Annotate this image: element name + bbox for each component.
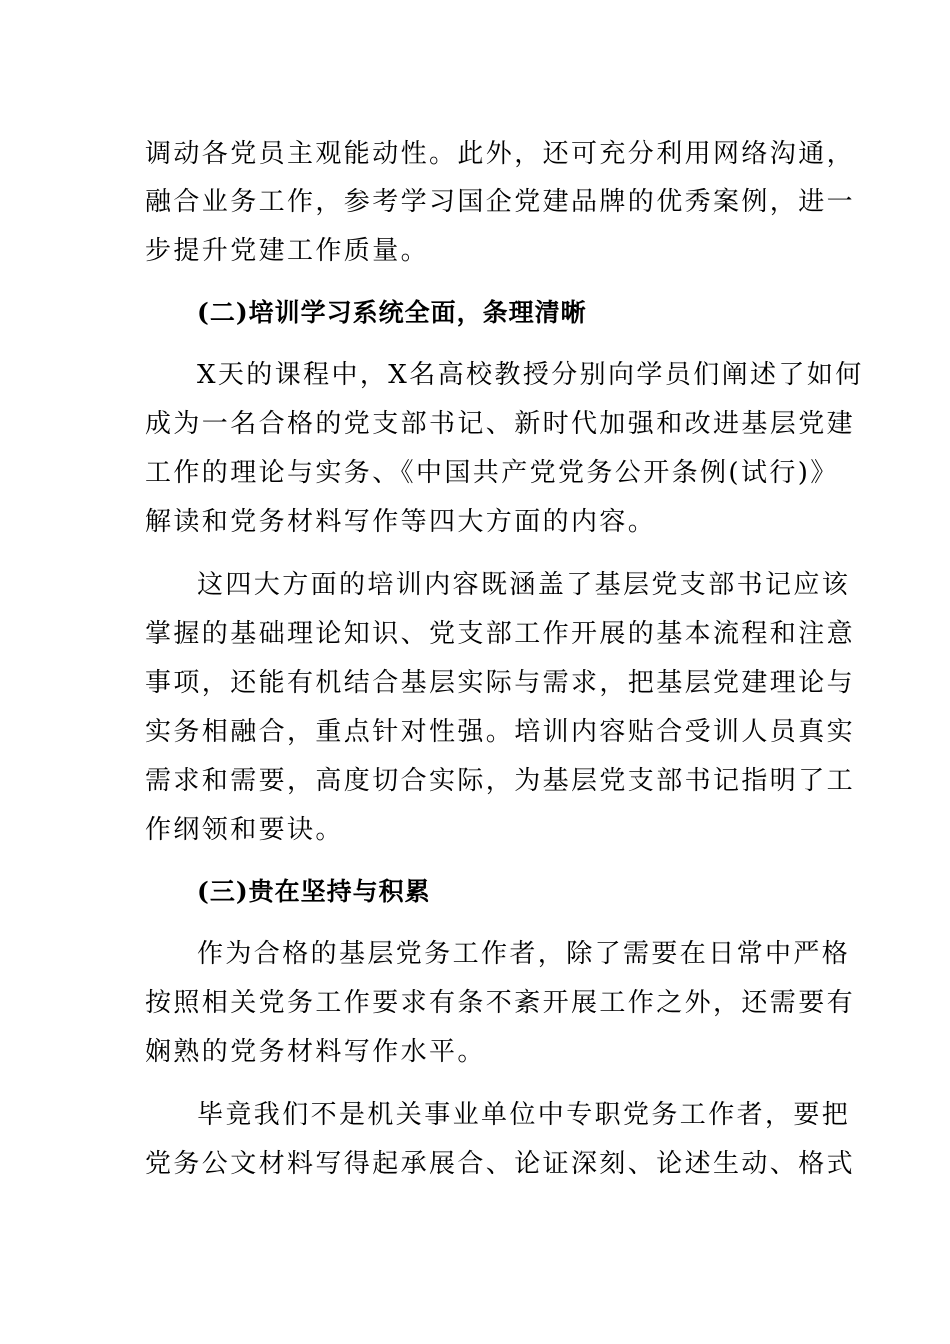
text-line: 党务公文材料写得起承展合、论证深刻、论述生动、格式: [145, 1149, 856, 1179]
text-line: 步提升党建工作质量。: [145, 236, 430, 266]
text-line: X天的课程中，X名高校教授分别向学员们阐述了如何: [197, 360, 864, 390]
text-line: 掌握的基础理论知识、党支部工作开展的基本流程和注意: [145, 619, 856, 649]
text-line: 按照相关党务工作要求有条不紊开展工作之外，还需要有: [145, 988, 856, 1018]
text-line: 娴熟的党务材料写作水平。: [145, 1037, 486, 1067]
text-line: 调动各党员主观能动性。此外，还可充分利用网络沟通，: [145, 139, 856, 169]
text-line: 作纲领和要诀。: [145, 815, 344, 845]
text-line: 作为合格的基层党务工作者，除了需要在日常中严格: [197, 939, 851, 969]
text-line: 需求和需要，高度切合实际，为基层党支部书记指明了工: [145, 766, 856, 796]
text-line: 事项，还能有机结合基层实际与需求，把基层党建理论与: [145, 668, 856, 698]
text-line: 融合业务工作，参考学习国企党建品牌的优秀案例，进一: [145, 187, 856, 217]
section-heading-3: (三)贵在坚持与积累: [197, 877, 431, 906]
text-line: 这四大方面的培训内容既涵盖了基层党支部书记应该: [197, 570, 851, 600]
text-line: 工作的理论与实务、《中国共产党党务公开条例(试行)》: [145, 458, 839, 488]
section-heading-2: (二)培训学习系统全面，条理清晰: [197, 298, 587, 327]
text-line: 解读和党务材料写作等四大方面的内容。: [145, 507, 657, 537]
text-line: 毕竟我们不是机关事业单位中专职党务工作者，要把: [197, 1100, 851, 1130]
text-line: 成为一名合格的党支部书记、新时代加强和改进基层党建: [145, 409, 856, 439]
text-line: 实务相融合，重点针对性强。培训内容贴合受训人员真实: [145, 717, 856, 747]
